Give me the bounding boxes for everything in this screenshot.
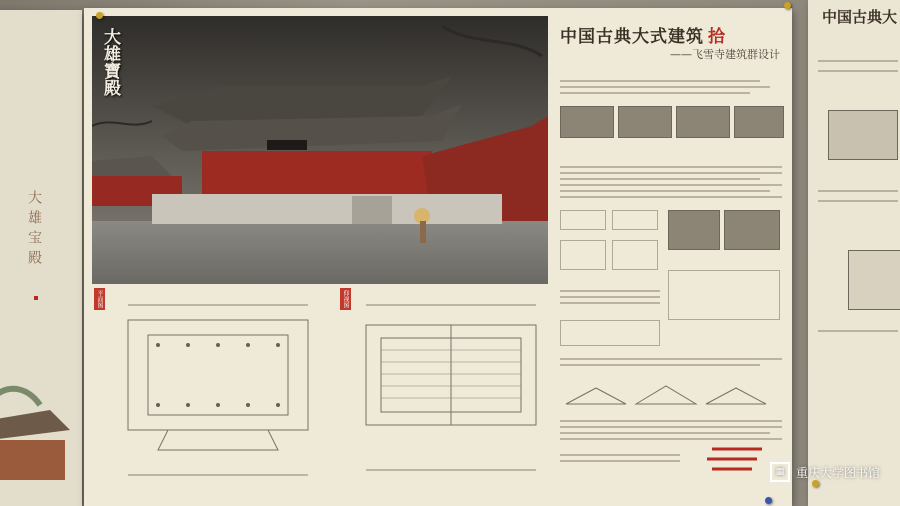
pushpin xyxy=(96,12,103,19)
poster-number: 拾 xyxy=(708,27,726,47)
right-poster-title: 中国古典大 xyxy=(822,8,898,26)
left-poster-building-sketch xyxy=(0,380,82,500)
main-poster xyxy=(84,8,792,506)
left-poster-title: 大雄宝殿 xyxy=(26,190,42,270)
library-logo-icon: ▦ xyxy=(770,462,790,482)
left-poster xyxy=(0,10,82,506)
description-column xyxy=(552,14,788,502)
calligraphy-title: 大雄寶殿 xyxy=(100,28,120,96)
right-poster xyxy=(808,0,900,506)
poster-subtitle: ——飞雪寺建筑群设计 xyxy=(670,48,780,61)
ceiling-plan xyxy=(356,290,546,496)
watermark-text: 重庆大学图书馆 xyxy=(795,465,880,480)
pushpin xyxy=(765,497,772,504)
floor-plan xyxy=(108,290,328,496)
poster-title: 中国古典大式建筑 拾 xyxy=(560,27,726,47)
seal-mark xyxy=(34,296,38,300)
plan-tag: 仰视图 xyxy=(342,290,349,308)
temple-rendering xyxy=(92,16,548,284)
plan-tag: 平面图 xyxy=(96,290,103,308)
library-watermark xyxy=(770,462,880,482)
pushpin xyxy=(784,2,791,9)
